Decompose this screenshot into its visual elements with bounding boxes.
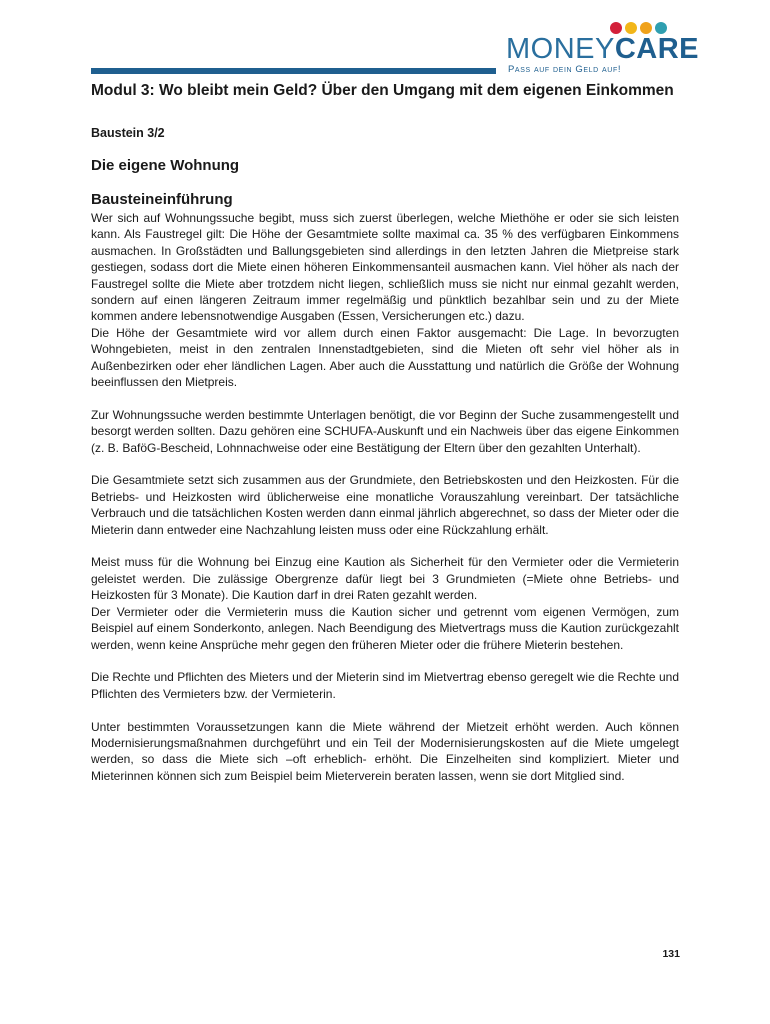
section-title: Die eigene Wohnung xyxy=(91,157,240,174)
paragraph-total-rent: Die Gesamtmiete setzt sich zusammen aus der Grundmiete, den Betriebskosten und den Heizkosten. Für die Betriebs- und Heizkosten wird üblicherweise eine monatliche Vorauszahlung vereinbart. Der tatsächliche Verbrauch und die tatsächlichen Kosten werden dann einmal jährlich abgerechnet, so dass der Mieter oder die Mieterin dann entweder eine Nachzahlung leisten muss oder eine Rückzahlung erhält. xyxy=(91,473,679,537)
paragraph-deposit-handling: Der Vermieter oder die Vermieterin muss die Kaution sicher und getrennt vom eigenen Vermögen, zum Beispiel auf einem Sonderkonto, anlegen. Nach Beendigung des Mietvertrags muss die Kaution zurückgezahlt werden, wenn keine Ansprüche mehr gegen den früheren Mieter oder die frühere Mieterin bestehen. xyxy=(91,604,679,652)
paragraph-documents: Zur Wohnungssuche werden bestimmte Unterlagen benötigt, die vor Beginn der Suche zusammengestellt und besorgt werden sollten. Dazu gehören eine SCHUFA-Auskunft und ein Nachweis über das eigene Einkommen (z. B. BaföG-Bescheid, Lohnnachweise oder eine Bestätigung der Eltern über den gezahlten Unterhalt). xyxy=(91,407,679,455)
header-bar xyxy=(91,68,496,74)
logo-care-text: CARE xyxy=(614,33,700,65)
paragraph-location: Die Höhe der Gesamtmiete wird vor allem durch einen Faktor ausgemacht: Die Lage. In bevorzugten Wohngebieten, meist in den zentralen Innenstadtgebieten, sind die Mieten oft sehr viel höher als in Außenbezirken oder eher ländlichen Lagen. Aber auch die Ausstattung und natürlich die Größe der Wohnung beeinflussen den Mietpreis. xyxy=(91,325,679,390)
baustein-label: Baustein 3/2 xyxy=(91,126,165,140)
module-title: Modul 3: Wo bleibt mein Geld? Über den Umgang mit dem eigenen Einkommen xyxy=(91,82,674,99)
logo-tagline: Pass auf dein Geld auf! xyxy=(508,64,622,75)
logo-wordmark xyxy=(506,34,699,64)
paragraph-rent-increase: Unter bestimmten Voraussetzungen kann die Miete während der Mietzeit erhöht werden. Auch können Modernisierungsmaßnahmen durchgeführt und ein Teil der Modernisierungskosten auf die Miete umgelegt werden, so dass die Miete sich –oft erheblich- erhöht. Die Einzelheiten sind kompliziert. Mieter und Mieterinnen können sich zum Beispiel beim Mieterverein beraten lassen, wenn sie dort Mitglied sind. xyxy=(91,719,679,783)
paragraph-affordability: Wer sich auf Wohnungssuche begibt, muss sich zuerst überlegen, welche Miethöhe er oder sie sich leisten kann. Als Faustregel gilt: Die Höhe der Gesamtmiete sollte maximal ca. 35 % des verfügbaren Einkommens ausmachen. In Großstädten und Ballungsgebieten sind allerdings in den letzten Jahren die Mietpreise stark gestiegen, sodass dort die Miete einen höheren Einkommensanteil ausmachen kann. Viel höher als nach der Faustregel sollte die Miete aber trotzdem nicht liegen, schließlich muss sie nicht nur einmal gezahlt werden, sondern auf einen längeren Zeitraum immer regelmäßig und pünktlich bezahlbar sein und zu der Miete kommen andere lebensnotwendige Ausgaben (Essen, Versicherungen etc.) dazu. xyxy=(91,211,679,324)
paragraph-rights: Die Rechte und Pflichten des Mieters und der Mieterin sind im Mietvertrag ebenso geregelt wie die Rechte und Pflichten des Vermieters bzw. der Vermieterin. xyxy=(91,670,679,701)
paragraph-deposit: Meist muss für die Wohnung bei Einzug eine Kaution als Sicherheit für den Vermieter oder die Vermieterin geleistet werden. Die zulässige Obergrenze dafür liegt bei 3 Grundmieten (=Miete ohne Betriebs- und Heizkosten für 3 Monate). Die Kaution darf in drei Raten gezahlt werden. xyxy=(91,555,679,603)
document-body xyxy=(91,80,679,784)
moneycare-logo xyxy=(506,20,700,80)
logo-money-text: MONEY xyxy=(506,33,615,65)
page-number: 131 xyxy=(662,948,680,960)
subsection-title: Bausteineinführung xyxy=(91,191,233,208)
